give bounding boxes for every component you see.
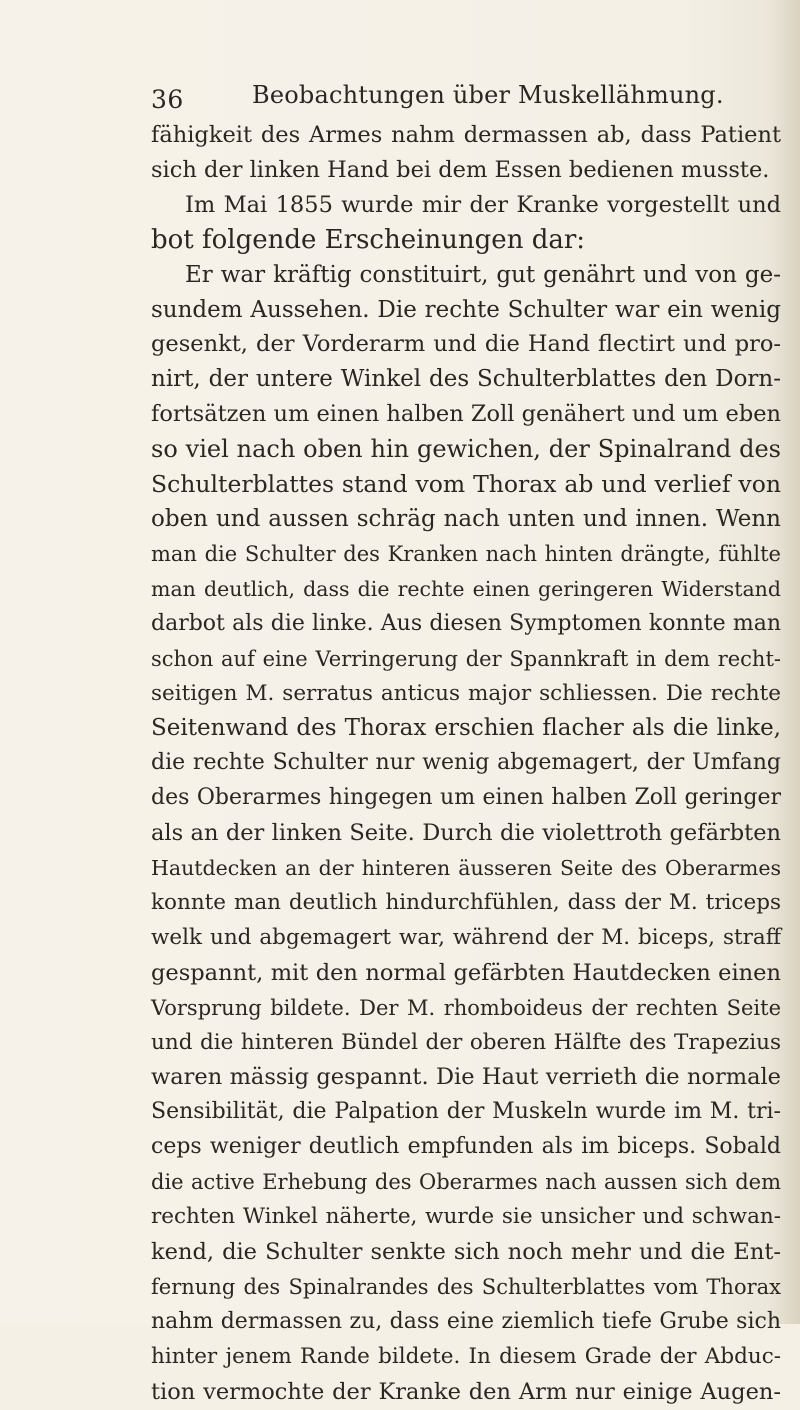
text-line: sich der linken Hand bei dem Essen bedienen musste. — [151, 156, 770, 183]
text-line: rechten Winkel näherte, wurde sie unsicher und schwan- — [151, 1204, 781, 1230]
text-line: Vorsprung bildete. Der M. rhomboideus der rechten Seite — [151, 995, 781, 1020]
page-number: 36 — [151, 85, 184, 114]
running-header: Beobachtungen über Muskellähmung. — [252, 81, 724, 109]
text-line: Er war kräftig constituirt, gut genährt und von ge- — [185, 261, 781, 288]
text-line: Im Mai 1855 wurde mir der Kranke vorgestellt und — [185, 191, 781, 218]
text-line: bot folgende Erscheinungen dar: — [151, 224, 586, 255]
text-line: sundem Aussehen. Die rechte Schulter war ein wenig — [151, 296, 781, 323]
text-line: hinter jenem Rande bildete. In diesem Grade der Abduc- — [151, 1343, 781, 1369]
text-line: die active Erhebung des Oberarmes nach aussen sich dem — [151, 1170, 781, 1195]
text-line: man die Schulter des Kranken nach hinten drängte, fühlte — [151, 541, 781, 566]
text-line: seitigen M. serratus anticus major schliessen. Die rechte — [151, 680, 781, 706]
text-line: fortsätzen um einen halben Zoll genähert und um eben — [151, 401, 782, 428]
text-line: nahm dermassen zu, dass eine ziemlich tiefe Grube sich — [151, 1308, 781, 1334]
text-line: welk und abgemagert war, während der M. biceps, straff — [151, 924, 781, 950]
text-line: tion vermochte der Kranke den Arm nur einige Augen- — [151, 1378, 781, 1405]
text-line: gespannt, mit den normal gefärbten Hautdecken einen — [151, 959, 781, 986]
text-line: darbot als die linke. Aus diesen Symptomen konnte man — [151, 610, 781, 636]
text-line: fernung des Spinalrandes des Schulterblattes vom Thorax — [151, 1274, 781, 1299]
text-line: gesenkt, der Vorderarm und die Hand flectirt und pro- — [151, 331, 781, 358]
text-line: als an der linken Seite. Durch die violettroth gefärbten — [151, 820, 781, 847]
text-line: die rechte Schulter nur wenig abgemagert, der Umfang — [151, 750, 781, 776]
text-line: kend, die Schulter senkte sich noch mehr und die Ent- — [151, 1239, 781, 1265]
text-line: des Oberarmes hingegen um einen halben Zoll geringer — [151, 785, 781, 811]
text-line: Hautdecken an der hinteren äusseren Seite des Oberarmes — [151, 856, 781, 881]
text-line: man deutlich, dass die rechte einen geringeren Widerstand — [151, 576, 781, 601]
text-line: waren mässig gespannt. Die Haut verrieth die normale — [151, 1064, 781, 1091]
text-line: fähigkeit des Armes nahm dermassen ab, dass Patient — [151, 122, 781, 148]
text-line: Seitenwand des Thorax erschien flacher als die linke, — [151, 715, 781, 742]
body-text — [151, 118, 781, 1410]
text-line: konnte man deutlich hindurchfühlen, dass der M. triceps — [151, 889, 781, 915]
text-line: oben und aussen schräg nach unten und innen. Wenn — [151, 505, 781, 532]
text-line: schon auf eine Verringerung der Spannkraft in dem recht- — [151, 646, 781, 671]
text-line: nirt, der untere Winkel des Schulterblattes den Dorn- — [151, 366, 781, 393]
text-line: ceps weniger deutlich empfunden als im biceps. Sobald — [151, 1134, 781, 1160]
text-line: so viel nach oben hin gewichen, der Spinalrand des — [151, 435, 781, 464]
text-line: Sensibilität, die Palpation der Muskeln wurde im M. tri- — [151, 1099, 781, 1125]
text-line: und die hinteren Bündel der oberen Hälfte des Trapezius — [151, 1029, 781, 1055]
text-line: Schulterblattes stand vom Thorax ab und verlief von — [151, 470, 781, 499]
